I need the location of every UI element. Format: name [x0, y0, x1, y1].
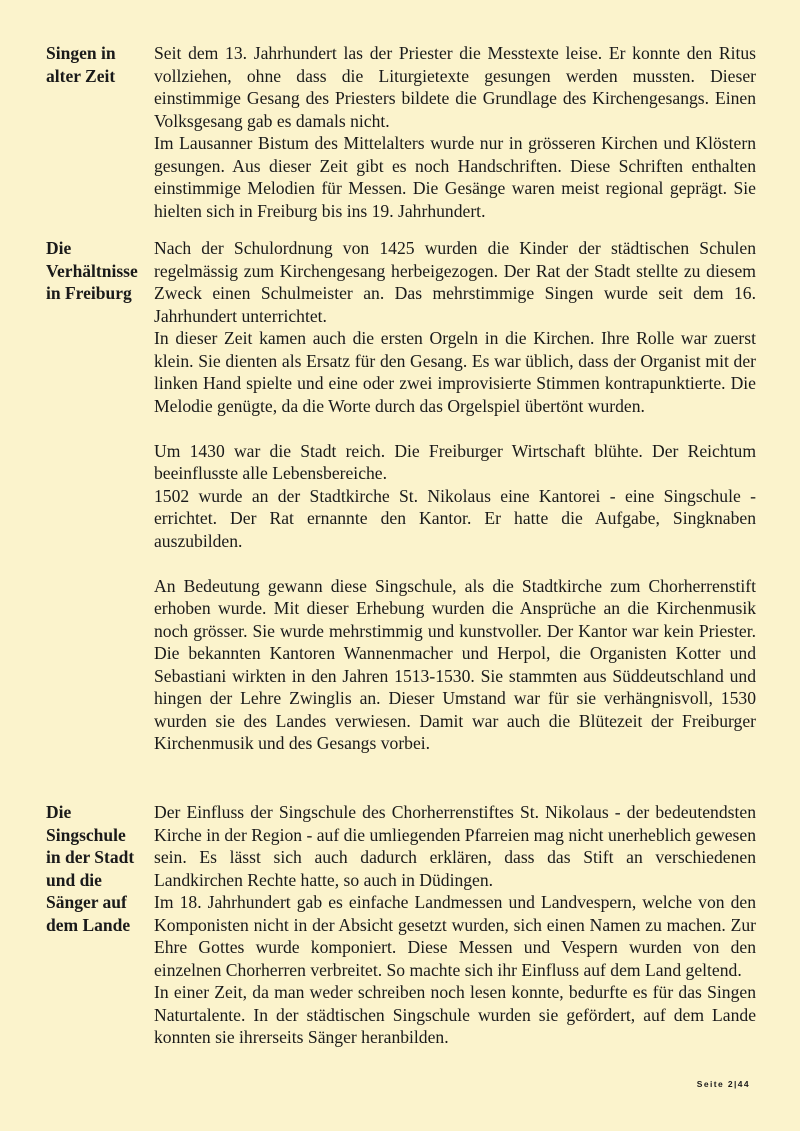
heading-line: Singschule [46, 824, 126, 845]
paragraph: In dieser Zeit kamen auch die ersten Orgeln in die Kirchen. Ihre Rolle war zuerst klein. Sie dienten als Ersatz für den Gesang. Es war üblich, dass der Organist mit der linken Hand spielte und eine oder zwei improvisierte Stimmen kontrapunktierte. Die Melodie genügte, da die Worte durch das Orgelspiel übertönt wurden. [154, 328, 756, 416]
section-heading [46, 42, 150, 87]
heading-line: Die [46, 238, 72, 258]
section-body [154, 801, 756, 1049]
heading-line: in der Stadt [46, 847, 135, 867]
heading-line: Singen in [46, 43, 116, 63]
paragraph: In einer Zeit, da man weder schreiben noch lesen konnte, bedurfte es für das Singen Naturtalente. In der städtischen Singschule wurden sie gefördert, auf dem Lande konnten sie ihrerseits Sänger heranbilden. [154, 982, 756, 1047]
paragraph: Im 18. Jahrhundert gab es einfache Landmessen und Landvespern, welche von den Komponisten nicht in der Absicht gesetzt wurden, sich einen Namen zu machen. Zur Ehre Gottes wurde komponiert. Diese Messen und Vespern wurden von den einzelnen Chorherren verbreitet. So machte sich ihr Einfluss auf dem Land geltend. [154, 892, 756, 980]
paragraph: An Bedeutung gewann diese Singschule, als die Stadtkirche zum Chorherrenstift erhoben wurde. Mit dieser Erhebung wurden die Ansprüche an die Kirchenmusik noch grösser. Sie wurde mehrstimmig und kunstvoller. Der Kantor war kein Priester. Die bekannten Kantoren Wannenmacher und Herpol, die Organisten Kotter und Sebastiani wirkten in den Jahren 1513-1530. Sie stammten aus Süddeutschland und hingen der Lehre Zwinglis an. Dieser Umstand war für sie verhängnisvoll, 1530 wurden sie des Landes verwiesen. Damit war auch die Blütezeit der Freiburger Kirchenmusik und des Gesangs vorbei. [154, 575, 756, 753]
paragraph: Um 1430 war die Stadt reich. Die Freiburger Wirtschaft blühte. Der Reichtum beeinflusste alle Lebensbereiche. [154, 440, 756, 483]
heading-line: in Freiburg [46, 283, 132, 303]
paragraph: Der Einfluss der Singschule des Chorherrenstiftes St. Nikolaus - der bedeutendsten Kirche in der Region - auf die umliegenden Pfarreien mag nicht unerheblich gewesen sein. Es lässt sich auch dadurch erklären, dass das Stift an verschiedenen Landkirchen Rechte hatte, so auch in Düdingen. [154, 802, 756, 890]
section-body [154, 42, 756, 222]
heading-line: Sänger auf [46, 892, 127, 912]
section-body [154, 237, 756, 755]
heading-line: alter Zeit [46, 65, 116, 86]
page-number: Seite 2|44 [696, 1079, 750, 1089]
heading-line: dem Lande [46, 914, 131, 935]
paragraph: Im Lausanner Bistum des Mittelalters wurde nur in grösseren Kirchen und Klöstern gesungen. Aus dieser Zeit gibt es noch Handschriften. Diese Schriften enthalten einstimmige Melodien für Messen. Die Gesänge waren meist regional geprägt. Sie hielten sich in Freiburg bis ins 19. Jahrhundert. [154, 133, 756, 221]
heading-line: Die [46, 802, 72, 822]
section-heading [46, 237, 150, 305]
section-heading [46, 801, 150, 936]
paragraph: Seit dem 13. Jahrhundert las der Priester die Messtexte leise. Er konnte den Ritus vollziehen, ohne dass die Liturgietexte gesungen werden mussten. Dieser einstimmige Gesang des Priesters bildete die Grundlage des Kirchengesangs. Einen Volksgesang gab es damals nicht. [154, 43, 756, 131]
paragraph: 1502 wurde an der Stadtkirche St. Nikolaus eine Kantorei - eine Singschule - errichtet. Der Rat ernannte den Kantor. Er hatte die Aufgabe, Singknaben auszubilden. [154, 485, 756, 551]
paragraph: Nach der Schulordnung von 1425 wurden die Kinder der städtischen Schulen regelmässig zum Kirchengesang herbeigezogen. Der Rat der Stadt stellte zu diesem Zweck einen Schulmeister an. Das mehrstimmige Singen wurde seit dem 16. Jahrhundert unterrichtet. [154, 238, 756, 326]
heading-line: und die [46, 869, 102, 890]
heading-line: Verhältnisse [46, 260, 138, 281]
